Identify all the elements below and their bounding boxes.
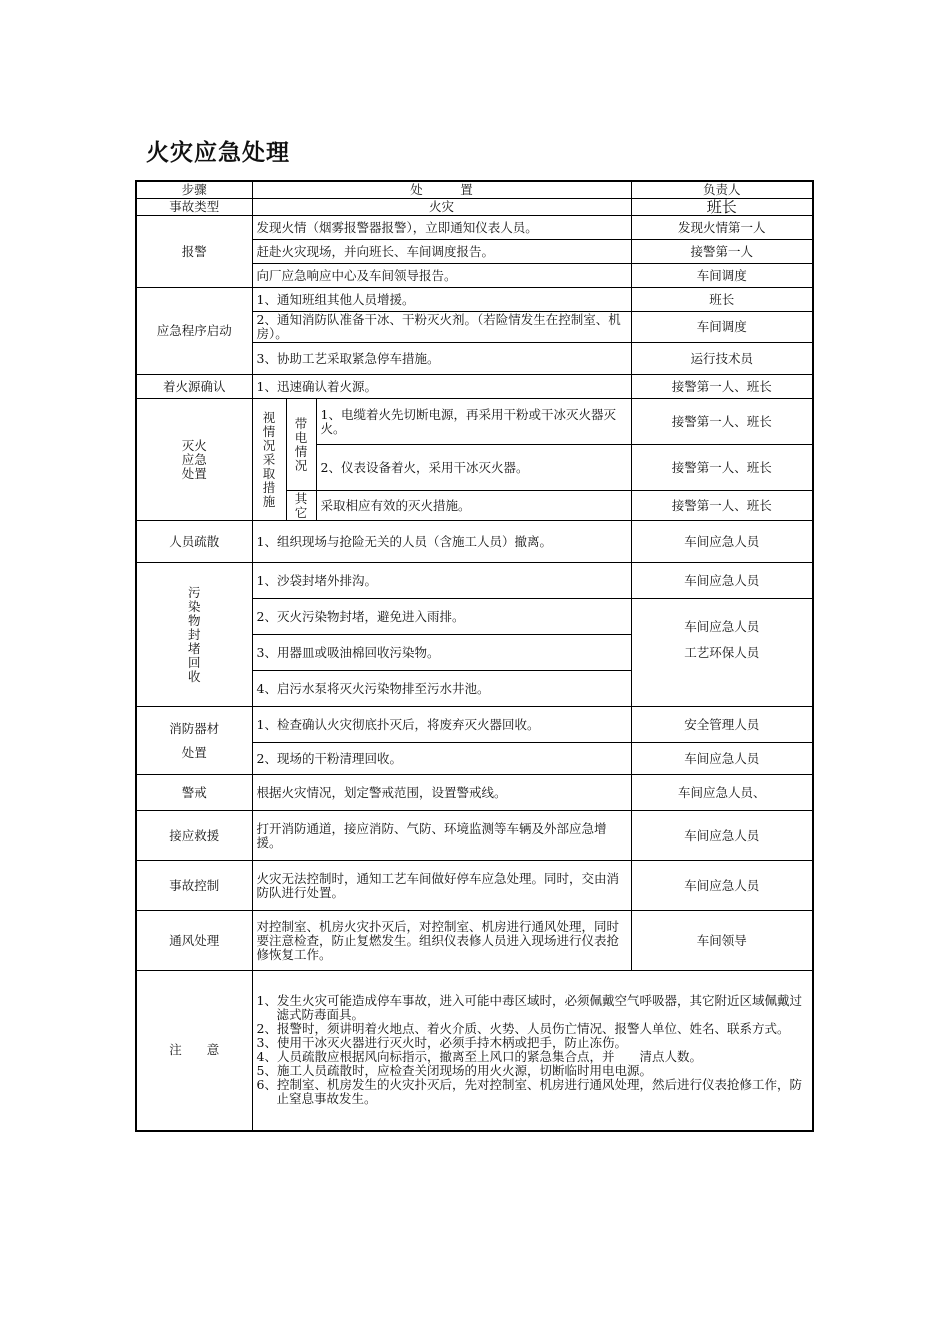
note-item: 3、使用干冰灭火器进行灭火时，必须手持木柄或把手，防止冻伤。 [256, 1035, 627, 1051]
alarm-action: 赶赴火灾现场，并向班长、车间调度报告。 [252, 240, 631, 264]
type-owner: 班长 [631, 199, 813, 216]
type-label: 事故类型 [136, 199, 252, 216]
table-row [136, 216, 813, 240]
pollution-owner-1: 车间应急人员 [684, 618, 760, 634]
pollution-action: 4、启污水泵将灭火污染物排至污水井池。 [252, 671, 631, 707]
equipment-label [136, 707, 252, 775]
table-row [136, 775, 813, 811]
header-step: 步骤 [136, 181, 252, 199]
source-action: 1、迅速确认着火源。 [252, 375, 631, 399]
pollution-label: 污染物封堵回收 [136, 563, 252, 707]
alarm-owner: 车间调度 [631, 264, 813, 288]
table-row [136, 521, 813, 563]
extinguish-side-label: 视情况采取措施 [252, 399, 286, 521]
type-row [136, 199, 813, 216]
cordon-owner: 车间应急人员、 [631, 775, 813, 811]
evacuate-owner: 车间应急人员 [631, 521, 813, 563]
rescue-action: 打开消防通道，接应消防、气防、环境监测等车辆及外部应急增援。 [252, 811, 631, 861]
table-row [136, 811, 813, 861]
ventilation-owner: 车间领导 [631, 911, 813, 971]
extinguish-action: 2、仪表设备着火，采用干冰灭火器。 [316, 445, 631, 491]
notes-row [136, 971, 813, 1131]
note-item: 5、施工人员疏散时，应检查关闭现场的用火火源，切断临时用电电源。 [256, 1063, 652, 1079]
pollution-action: 3、用器皿或吸油棉回收污染物。 [252, 635, 631, 671]
table-row [136, 861, 813, 911]
alarm-owner: 发现火情第一人 [631, 216, 813, 240]
alarm-label: 报警 [136, 216, 252, 288]
control-owner: 车间应急人员 [631, 861, 813, 911]
extinguish-action: 采取相应有效的灭火措施。 [316, 491, 631, 521]
rescue-owner: 车间应急人员 [631, 811, 813, 861]
table-row [136, 399, 813, 445]
pollution-owner-2: 工艺环保人员 [684, 644, 760, 660]
fire-emergency-table [135, 180, 814, 1132]
evacuate-label: 人员疏散 [136, 521, 252, 563]
table-row [136, 707, 813, 743]
page-title: 火灾应急处理 [146, 140, 290, 166]
ventilation-action: 对控制室、机房火灾扑灭后，对控制室、机房进行通风处理，同时要注意检查，防止复燃发生。组织仪表修人员进入现场进行仪表抢修恢复工作。 [252, 911, 631, 971]
pollution-shared-owner [631, 599, 813, 707]
table-row [136, 375, 813, 399]
notes-content [252, 971, 813, 1131]
control-label: 事故控制 [136, 861, 252, 911]
startup-action: 1、通知班组其他人员增援。 [252, 288, 631, 312]
startup-owner: 班长 [631, 288, 813, 312]
table-row [136, 288, 813, 312]
alarm-action: 发现火情（烟雾报警器报警），立即通知仪表人员。 [252, 216, 631, 240]
cordon-action: 根据火灾情况，划定警戒范围，设置警戒线。 [252, 775, 631, 811]
startup-label: 应急程序启动 [136, 288, 252, 375]
extinguish-owner: 接警第一人、班长 [631, 491, 813, 521]
table-row [136, 563, 813, 599]
startup-owner: 车间调度 [631, 312, 813, 343]
control-action: 火灾无法控制时，通知工艺车间做好停车应急处理。同时，交由消防队进行处置。 [252, 861, 631, 911]
header-owner: 负责人 [631, 181, 813, 199]
alarm-owner: 接警第一人 [631, 240, 813, 264]
type-action: 火灾 [252, 199, 631, 216]
equipment-action: 1、检查确认火灾彻底扑灭后，将废弃灭火器回收。 [252, 707, 631, 743]
equipment-owner: 车间应急人员 [631, 743, 813, 775]
header-row [136, 181, 813, 199]
header-action: 处 置 [252, 181, 631, 199]
extinguish-action: 1、电缆着火先切断电源，再采用干粉或干冰灭火器灭火。 [316, 399, 631, 445]
table-row [136, 911, 813, 971]
pollution-owner: 车间应急人员 [631, 563, 813, 599]
startup-action: 2、通知消防队准备干冰、干粉灭火剂。（若险情发生在控制室、机房）。 [252, 312, 631, 343]
ventilation-label: 通风处理 [136, 911, 252, 971]
source-owner: 接警第一人、班长 [631, 375, 813, 399]
alarm-action: 向厂应急响应中心及车间领导报告。 [252, 264, 631, 288]
pollution-action: 1、沙袋封堵外排沟。 [252, 563, 631, 599]
equipment-owner: 安全管理人员 [631, 707, 813, 743]
note-item: 1、发生火灾可能造成停车事故，进入可能中毒区域时，必须佩戴空气呼吸器，其它附近区域佩戴过滤式防毒面具。 [256, 993, 802, 1023]
source-label: 着火源确认 [136, 375, 252, 399]
extinguish-owner: 接警第一人、班长 [631, 445, 813, 491]
startup-action: 3、协助工艺采取紧急停车措施。 [252, 343, 631, 375]
note-item: 6、控制室、机房发生的火灾扑灭后，先对控制室、机房进行通风处理，然后进行仪表抢修工作，防止窒息事故发生。 [256, 1077, 802, 1107]
rescue-label: 接应救援 [136, 811, 252, 861]
startup-owner: 运行技术员 [631, 343, 813, 375]
equipment-action: 2、现场的干粉清理回收。 [252, 743, 631, 775]
note-item: 4、人员疏散应根据风向标指示，撤离至上风口的紧急集合点，并 清点人数。 [256, 1049, 702, 1065]
equipment-label-2: 处置 [181, 744, 207, 760]
extinguish-powered-label: 带电情况 [286, 399, 316, 491]
pollution-action: 2、灭火污染物封堵，避免进入雨排。 [252, 599, 631, 635]
equipment-label-1: 消防器材 [169, 720, 220, 736]
cordon-label: 警戒 [136, 775, 252, 811]
notes-label: 注 意 [136, 971, 252, 1131]
note-item: 2、报警时，须讲明着火地点、着火介质、火势、人员伤亡情况、报警人单位、姓名、联系方式。 [256, 1021, 790, 1037]
extinguish-owner: 接警第一人、班长 [631, 399, 813, 445]
evacuate-action: 1、组织现场与抢险无关的人员（含施工人员）撤离。 [252, 521, 631, 563]
extinguish-label: 灭火应急处置 [136, 399, 252, 521]
extinguish-other-label: 其它 [286, 491, 316, 521]
